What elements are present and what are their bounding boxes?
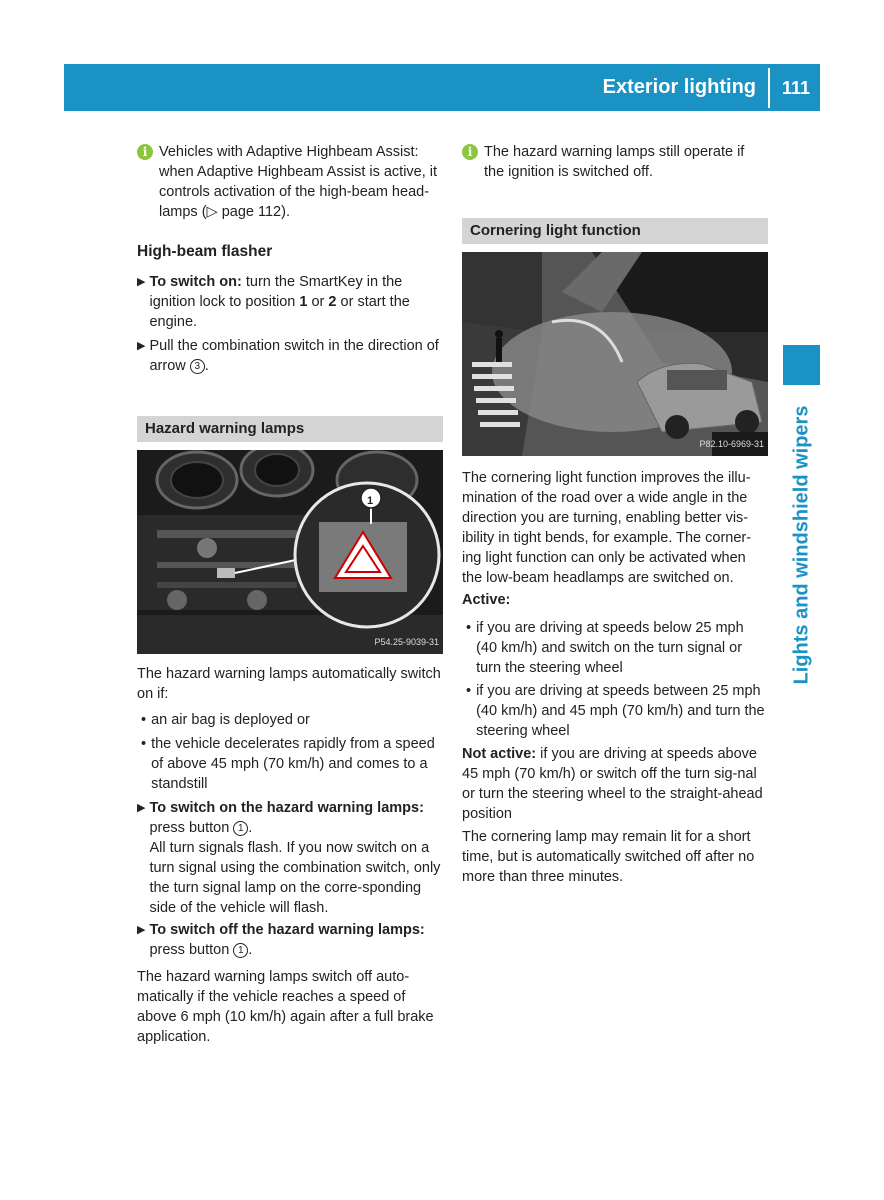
arrow-number-badge: 3: [190, 359, 205, 374]
section-heading-hazard-warning-lamps: Hazard warning lamps: [137, 416, 443, 442]
cornering-closing: The cornering lamp may remain lit for a short time, but is automatically switched off after no more than three minutes.: [462, 829, 755, 885]
list-item: • if you are driving at speeds below 25 mph (40 km/h) and switch on the turn signal or turn the steering wheel: [466, 620, 744, 676]
side-tab-text: Lights and windshield wipers: [790, 405, 813, 685]
info-note: [137, 142, 443, 222]
step-hazard-on: [137, 798, 443, 918]
section-heading-cornering-light: Cornering light function: [462, 218, 768, 244]
figure-callout-number: 1: [367, 495, 374, 507]
header-bar: [64, 64, 820, 111]
side-tab-marker: [783, 345, 820, 385]
step-text: To switch on: turn the SmartKey in the ignition lock to position 1 or 2 or start the engine.: [149, 274, 410, 330]
list-item: • if you are driving at speeds between 25 mph (40 km/h) and 45 mph (70 km/h) and turn the steering wheel: [466, 683, 765, 739]
bullet-icon: •: [141, 712, 147, 728]
info-icon: i: [462, 144, 478, 160]
info-icon: i: [137, 144, 153, 160]
header-divider: [768, 68, 770, 108]
figure-code: P82.10-6969-31: [699, 439, 764, 449]
step-arrow-icon: ▶: [137, 340, 146, 352]
step-hazard-off: [137, 920, 443, 960]
right-column: [462, 142, 768, 887]
button-number-badge: 1: [233, 821, 248, 836]
bullet-icon: •: [466, 683, 472, 699]
step-arrow-icon: ▶: [137, 802, 146, 814]
info-note-text: Vehicles with Adaptive Highbeam Assist: when Adaptive Highbeam Assist is active, it controls activation of the high-beam head-lamps (▷ page 112).: [159, 144, 438, 220]
info-note: [462, 142, 768, 182]
cornering-illustration: [462, 252, 768, 456]
active-label: Active:: [462, 592, 511, 608]
list-item: • an air bag is deployed or: [141, 712, 310, 728]
cornering-intro: The cornering light function improves the illu-mination of the road over a wide angle in the direction you are turning, enabling better vis-ibility in tight bends, for example. The corner-ing light function can only be activated when the low-beam headlamps are switched on.: [462, 470, 752, 586]
step-switch-on: [137, 272, 443, 332]
dashboard-illustration: [137, 450, 443, 654]
step-arrow-icon: ▶: [137, 276, 146, 288]
step-pull-switch: [137, 336, 443, 376]
side-tab-label: [780, 395, 824, 695]
cornering-figure: [462, 252, 768, 456]
step-text: To switch off the hazard warning lamps: press button 1 .: [149, 922, 425, 958]
dashboard-figure: [137, 450, 443, 654]
step-text: To switch on the hazard warning lamps: press button 1 . All turn signals flash. If you now switch on a turn signal using the combination switch, only the turn signal lamp on the corre-sponding side of the vehicle will flash.: [149, 800, 441, 916]
figure-code: P54.25-9039-31: [374, 637, 439, 647]
bullet-icon: •: [141, 736, 147, 752]
section-heading-high-beam-flasher: High-beam flasher: [137, 243, 273, 260]
list-item: • the vehicle decelerates rapidly from a speed of above 45 mph (70 km/h) and comes to a standstill: [141, 736, 435, 792]
page-number: 111: [781, 78, 810, 98]
step-arrow-icon: ▶: [137, 924, 146, 936]
bullet-icon: •: [466, 620, 472, 636]
not-active-text: Not active: if you are driving at speeds above 45 mph (70 km/h) or switch off the turn sig-nal or turn the steering wheel to the straight-ahead position: [462, 746, 763, 822]
hazard-intro: The hazard warning lamps automatically switch on if:: [137, 666, 441, 702]
hazard-closing: The hazard warning lamps switch off auto-matically if the vehicle reaches a speed of above 6 mph (10 km/h) again after a full brake application.: [137, 969, 434, 1045]
page-title: Exterior lighting: [602, 76, 756, 98]
info-note-text: The hazard warning lamps still operate if the ignition is switched off.: [484, 144, 745, 180]
left-column: [137, 142, 443, 1047]
button-number-badge: 1: [233, 943, 248, 958]
step-text: Pull the combination switch in the direction of arrow 3 .: [149, 338, 439, 374]
